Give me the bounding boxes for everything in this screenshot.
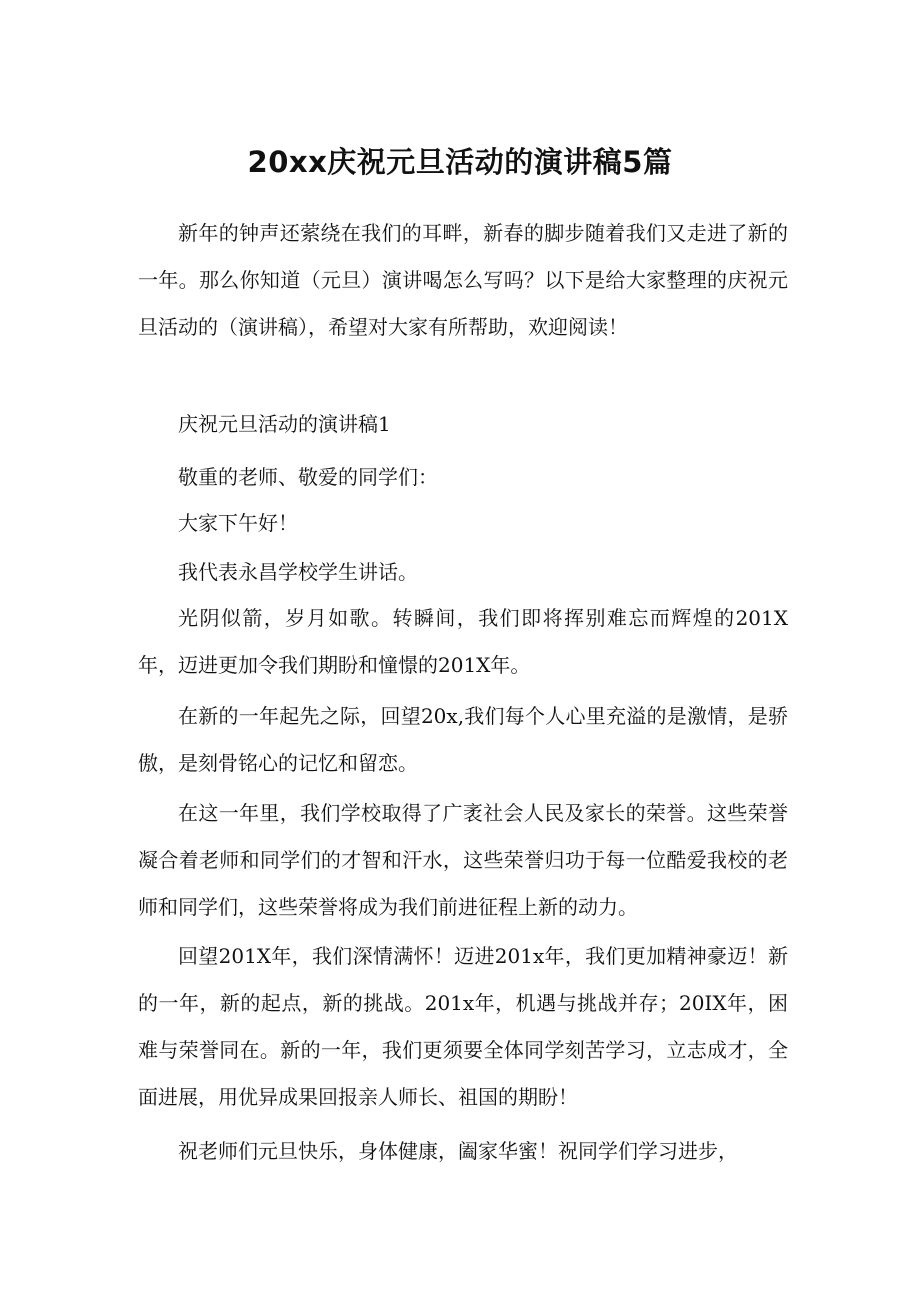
representative-paragraph: 我代表永昌学校学生讲话。: [178, 560, 418, 584]
new-year-paragraph: 在新的一年起先之际，回望20x,我们每个人心里充溢的是激情，是骄傲，是刻骨铭心的记忆和留恋。: [138, 704, 788, 775]
time-paragraph: 光阴似箭，岁月如歌。转瞬间，我们即将挥别难忘而辉煌的201X年，迈进更加令我们期盼和憧憬的201X年。: [138, 606, 788, 677]
greeting-paragraph: 敬重的老师、敬爱的同学们：: [178, 465, 438, 489]
document-title: 20xx庆祝元旦活动的演讲稿5篇: [247, 145, 673, 179]
intro-paragraph: 新年的钟声还萦绕在我们的耳畔，新春的脚步随着我们又走进了新的一年。那么你知道（元旦）演讲喝怎么写吗？以下是给大家整理的庆祝元旦活动的（演讲稿），希望对大家有所帮助，欢迎阅读！: [138, 221, 788, 339]
look-back-paragraph: 回望201X年，我们深情满怀！迈进201x年，我们更加精神豪迈！新的一年，新的起点，新的挑战。201x年，机遇与挑战并存；20IX年，困难与荣誉同在。新的一年，我们更须要全体同学刻苦学习，立志成才，全面进展，用优异成果回报亲人师长、祖国的期盼！: [138, 944, 788, 1109]
wishes-paragraph: 祝老师们元旦快乐，身体健康，阖家华蜜！祝同学们学习进步，: [178, 1139, 738, 1163]
hello-paragraph: 大家下午好！: [178, 511, 298, 535]
section-heading: 庆祝元旦活动的演讲稿1: [178, 412, 391, 436]
this-year-paragraph: 在这一年里，我们学校取得了广袤社会人民及家长的荣誉。这些荣誉凝合着老师和同学们的才智和汗水，这些荣誉归功于每一位酷爱我校的老师和同学们，这些荣誉将成为我们前进征程上新的动力。: [138, 801, 788, 919]
